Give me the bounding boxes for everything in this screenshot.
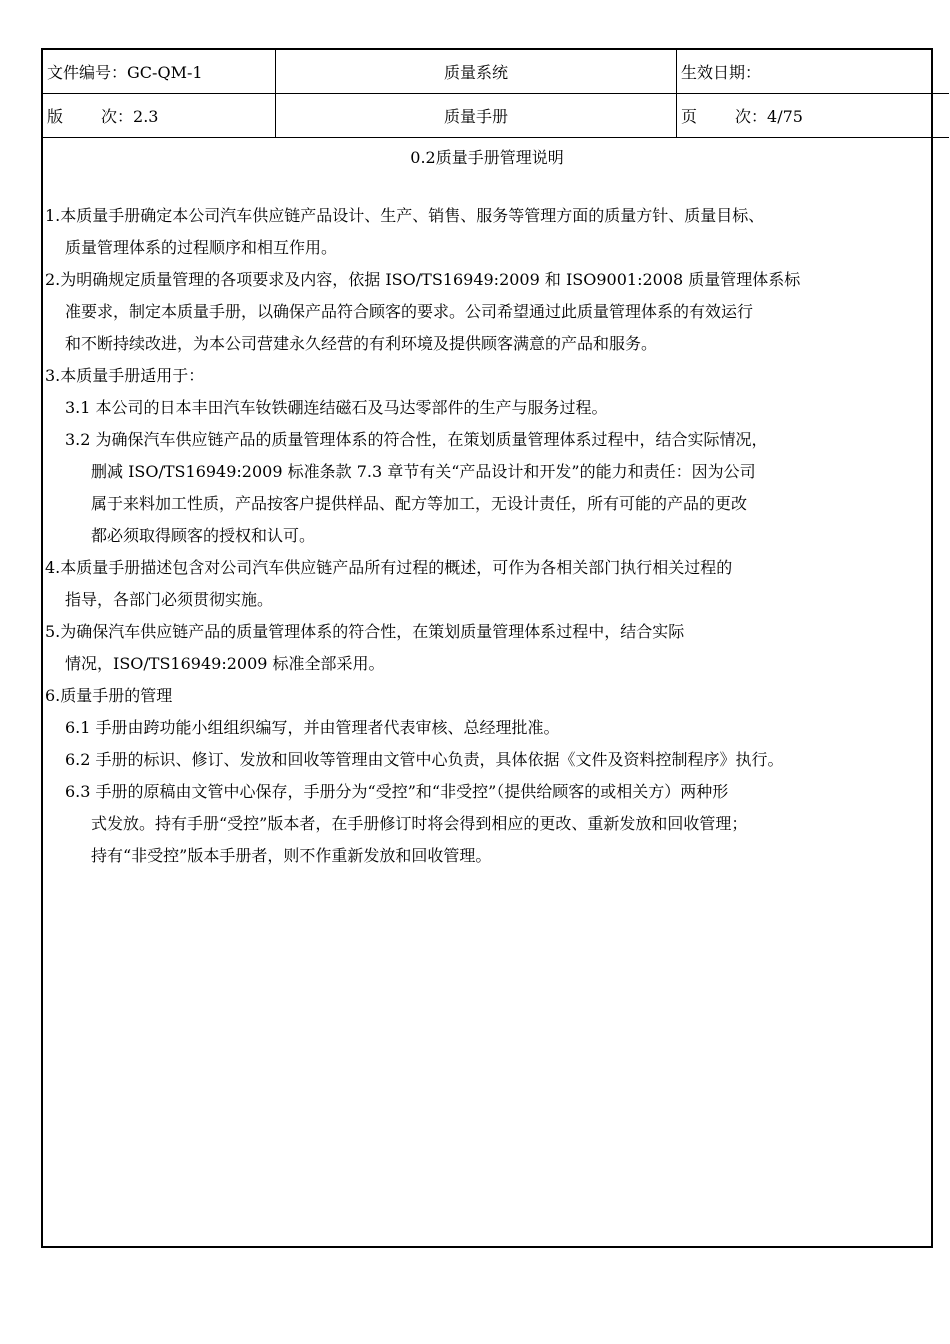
manual-name: 质量手册 <box>443 107 508 126</box>
text-line: 6.质量手册的管理 <box>45 686 173 705</box>
text-line: 3.本质量手册适用于： <box>45 366 205 385</box>
page-label-b: 次： <box>735 107 768 126</box>
text-line: 3.1 本公司的日本丰田汽车钕铁硼连结磁石及马达零部件的生产与服务过程。 <box>65 398 608 417</box>
edition-value: 2.3 <box>133 107 159 126</box>
header-row-2 <box>43 94 949 138</box>
text-line: 6.3 手册的原稿由文管中心保存，手册分为“受控”和“非受控”（提供给顾客的或相关方）两种形 <box>65 782 729 801</box>
text-line: 质量管理体系的过程顺序和相互作用。 <box>65 238 338 257</box>
text-line: 1.本质量手册确定本公司汽车供应链产品设计、生产、销售、服务等管理方面的质量方针、质量目标、 <box>45 206 765 225</box>
header-row-1 <box>43 50 949 94</box>
text-line: 持有“非受控”版本手册者，则不作重新发放和回收管理。 <box>91 846 492 865</box>
text-line: 4.本质量手册描述包含对公司汽车供应链产品所有过程的概述，可作为各相关部门执行相关过程的 <box>45 558 733 577</box>
doc-number-cell <box>43 50 276 94</box>
manual-cell <box>276 94 677 138</box>
page-cell <box>677 94 950 138</box>
effective-date-cell <box>677 50 950 94</box>
system-name: 质量系统 <box>443 63 508 82</box>
text-line: 3.2 为确保汽车供应链产品的质量管理体系的符合性，在策划质量管理体系过程中，结合实际情况， <box>65 430 768 449</box>
page-value: 4/75 <box>767 107 803 126</box>
text-line: 指导，各部门必须贯彻实施。 <box>65 590 274 609</box>
text-line: 2.为明确规定质量管理的各项要求及内容，依据 ISO/TS16949:2009 和 ISO9001:2008 质量管理体系标 <box>45 270 801 289</box>
document-sheet <box>41 48 933 1248</box>
page-label-a: 页 <box>681 107 698 126</box>
doc-number-value: GC-QM-1 <box>127 63 203 82</box>
text-line: 式发放。持有手册“受控”版本者，在手册修订时将会得到相应的更改、重新发放和回收管理； <box>91 814 748 833</box>
document-header-table <box>43 50 949 138</box>
text-line: 和不断持续改进，为本公司营建永久经营的有利环境及提供顾客满意的产品和服务。 <box>65 334 658 353</box>
text-line: 都必须取得顾客的授权和认可。 <box>91 526 316 545</box>
text-line: 6.2 手册的标识、修订、发放和回收等管理由文管中心负责，具体依据《文件及资料控制程序》执行。 <box>65 750 784 769</box>
text-line: 删减 ISO/TS16949:2009 标准条款 7.3 章节有关“产品设计和开发”的能力和责任：因为公司 <box>91 462 756 481</box>
text-line: 6.1 手册由跨功能小组组织编写，并由管理者代表审核、总经理批准。 <box>65 718 560 737</box>
edition-label-b: 次： <box>101 107 134 126</box>
edition-label-a: 版 <box>47 107 64 126</box>
text-line: 属于来料加工性质，产品按客户提供样品、配方等加工，无设计责任，所有可能的产品的更改 <box>91 494 748 513</box>
doc-number-label: 文件编号： <box>47 63 128 82</box>
text-line: 5.为确保汽车供应链产品的质量管理体系的符合性，在策划质量管理体系过程中，结合实际 <box>45 622 685 641</box>
system-cell <box>276 50 677 94</box>
document-body <box>43 138 931 872</box>
text-line: 情况，ISO/TS16949:2009 标准全部采用。 <box>65 654 385 673</box>
text-line: 准要求，制定本质量手册，以确保产品符合顾客的要求。公司希望通过此质量管理体系的有效运行 <box>65 302 754 321</box>
effective-date-label: 生效日期： <box>681 63 762 82</box>
edition-cell <box>43 94 276 138</box>
section-title: 0.2质量手册管理说明 <box>410 148 564 167</box>
paragraph-lines <box>43 200 931 872</box>
